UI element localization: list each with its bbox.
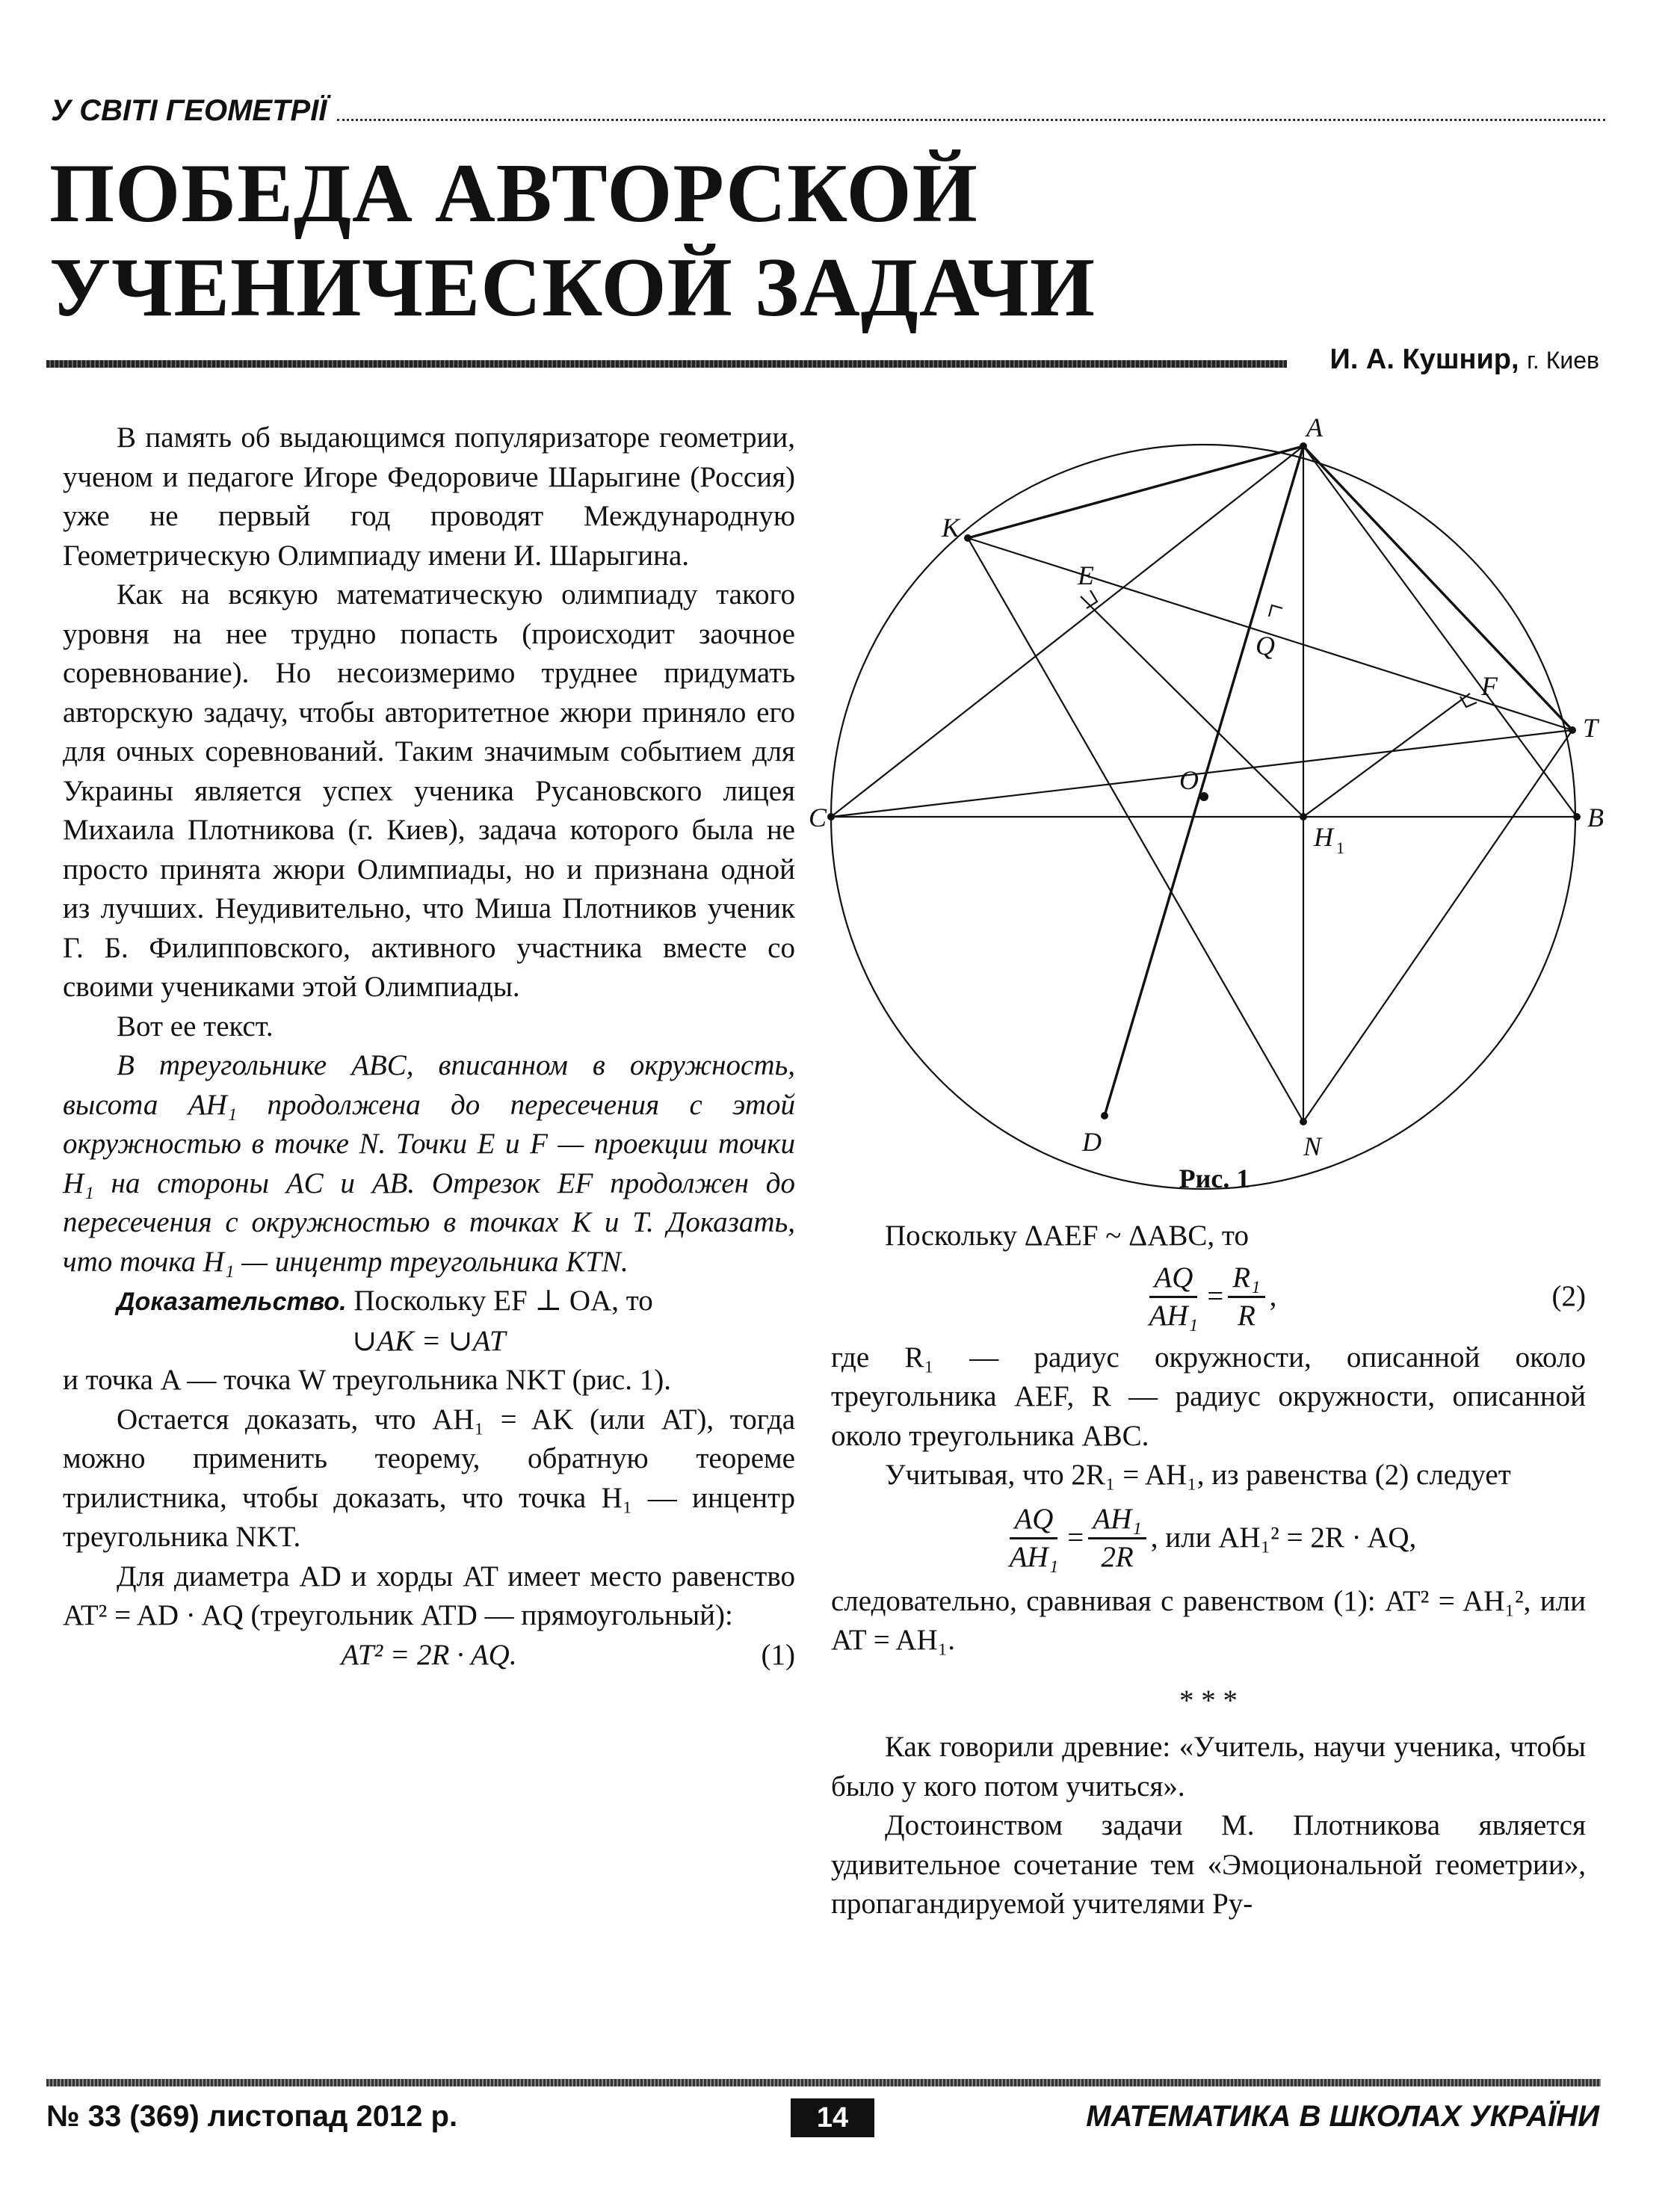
label-f: F — [1481, 671, 1498, 701]
paragraph-intro: В память об выдающимся популяризаторе геометрии, ученом и педагоге Игоре Федоровиче Шарыгине (Россия) уже не первый год проводят Международную Геометрическую Олимпиаду имени И. Шарыгина. — [63, 421, 795, 572]
geometry-diagram — [809, 413, 1608, 1166]
paragraph-diameter: Для диаметра AD и хорды AT имеет место равенство AT² = AD · AQ (треугольник ATD — прямоугольный): — [63, 1560, 795, 1631]
point-k — [964, 534, 972, 542]
proof-start — [63, 1282, 795, 1322]
label-o: O — [1179, 765, 1199, 795]
equals-sign: = — [1207, 1280, 1224, 1313]
fraction-numerator: AQ — [1010, 1501, 1057, 1539]
fraction-numerator: R₁ — [1228, 1260, 1264, 1298]
label-h1: H — [1314, 822, 1333, 852]
fraction-ah1-2r — [1088, 1501, 1146, 1575]
segment-kn — [968, 538, 1303, 1122]
point-d — [1101, 1112, 1108, 1119]
paragraph-merit: Достоинством задачи М. Плотникова является удивительное сочетание тем «Эмоциональной геометрии», пропагандируемой учителями Ру- — [831, 1809, 1586, 1920]
fraction-denominator: R — [1237, 1300, 1256, 1332]
label-n: N — [1303, 1131, 1322, 1161]
rubric-header — [51, 81, 1605, 126]
point-b — [1573, 813, 1581, 821]
fraction-r1-r — [1228, 1260, 1264, 1334]
equation-3-tail: , или AH₁² = 2R · AQ, — [1150, 1521, 1417, 1554]
point-h1 — [1300, 813, 1307, 821]
right-angle-q — [1269, 605, 1282, 617]
paragraph-quote: Как говорили древние: «Учитель, научи ученика, чтобы было у кого потом учиться». — [831, 1731, 1586, 1802]
segment-ak — [968, 446, 1303, 538]
figure-circle-diagram — [809, 413, 1608, 1166]
fraction-denominator: AH₁ — [1149, 1300, 1199, 1332]
equation-1-number: (1) — [761, 1638, 795, 1671]
point-a — [1300, 442, 1307, 450]
fraction-numerator: AH₁ — [1088, 1501, 1146, 1539]
author-city: г. Киев — [1527, 347, 1599, 374]
fraction-numerator: AQ — [1149, 1260, 1197, 1298]
point-c — [827, 813, 835, 821]
point-t — [1569, 726, 1576, 734]
paragraph-similarity: Поскольку ΔAEF ~ ΔABC, то — [885, 1220, 1249, 1252]
title-line-2: УЧЕНИЧЕСКОЙ ЗАДАЧИ — [49, 241, 1096, 334]
label-t: T — [1583, 713, 1599, 743]
author-byline — [1300, 344, 1599, 376]
label-k: K — [942, 513, 960, 543]
equation-2 — [831, 1256, 1586, 1338]
paragraph-remains: Остается доказать, что AH₁ = AK (или AT), тогда можно применить теорему, обратную теореме трилистника, чтобы доказать, что точка H₁ — инцентр треугольника NKT. — [63, 1403, 795, 1553]
equation-arcs: ∪AK = ∪AT — [352, 1324, 506, 1357]
fraction-denominator: 2R — [1101, 1541, 1134, 1573]
label-h1-subscript: 1 — [1336, 838, 1344, 857]
side-ab — [1303, 446, 1577, 817]
fraction-denominator: AH₁ — [1009, 1541, 1059, 1573]
title-line-1: ПОБЕДА АВТОРСКОЙ — [49, 147, 978, 240]
label-d: D — [1082, 1127, 1102, 1157]
fraction-aq-ah1 — [1005, 1501, 1063, 1575]
paragraph-conclusion: следовательно, сравнивая с равенством (1): AT² = AH₁², или AT = AH₁. — [831, 1584, 1586, 1656]
point-o — [1199, 792, 1208, 801]
article-title — [49, 146, 1170, 335]
figure-caption: Рис. 1 — [1179, 1164, 1250, 1193]
page-number: 14 — [791, 2098, 874, 2137]
equation-1 — [63, 1636, 795, 1675]
rubric-title: У СВІТІ ГЕОМЕТРІЇ — [51, 94, 327, 127]
fraction-aq-ah1 — [1145, 1260, 1203, 1334]
paragraph-w-point: и точка A — точка W треугольника NKT (рис. 1). — [63, 1364, 671, 1396]
label-c: C — [809, 803, 827, 832]
equation-3 — [831, 1495, 1586, 1582]
paragraph-olympiad: Как на всякую математическую олимпиаду такого уровня на нее трудно попасть (происходит заочное соревнование). Но несоизмеримо труднее придумать авторскую задачу, чтобы авторитетное жюри приняло его для очных соревнований. Таким значимым событием для Украины является успех ученика Русановского лицея Михаила Плотникова (г. Киев), задача которого была не просто принята жюри Олимпиады, но и признана одной из лучших. Неудивительно, что Миша Плотников ученик Г. Б. Филипповского, активного участника вместе со своими учениками этой Олимпиады. — [63, 578, 795, 1003]
label-a: A — [1306, 413, 1323, 442]
equation-2-number: (2) — [1551, 1280, 1586, 1313]
label-e: E — [1078, 560, 1094, 590]
side-ac — [831, 446, 1303, 817]
paragraph-text-intro: Вот ее текст. — [117, 1010, 274, 1042]
label-b: B — [1587, 803, 1604, 832]
label-q: Q — [1256, 631, 1275, 661]
segment-h1f — [1303, 693, 1470, 817]
equals-sign: = — [1067, 1521, 1084, 1554]
footer-divider — [46, 2079, 1601, 2086]
paragraph-radius-def: где R₁ — радиус окружности, описанной около треугольника AEF, R — радиус окружности, описанной около треугольника ABC. — [831, 1341, 1586, 1452]
proof-text: Поскольку EF ⊥ OA, то — [346, 1285, 653, 1317]
point-n — [1300, 1118, 1307, 1125]
section-stars: * * * — [1179, 1684, 1238, 1717]
title-divider — [46, 360, 1287, 368]
equation-1-formula: AT² = 2R · AQ. — [341, 1638, 517, 1671]
right-angle-e — [1087, 590, 1097, 608]
problem-statement: В треугольнике ABC, вписанном в окружность, высота AH₁ продолжена до пересечения с этой окружностью в точке N. Точки E и F — проекции точки H₁ на стороны AC и AB. Отрезок EF продолжен до пересечения с окружностью в точках K и T. Доказать, что точка H₁ — инцентр треугольника KTN. — [63, 1049, 795, 1278]
left-column — [63, 418, 795, 1675]
rubric-dotted-rule — [337, 119, 1605, 121]
footer-journal: МАТЕМАТИКА В ШКОЛАХ УКРАЇНИ — [1086, 2100, 1599, 2133]
footer-issue: № 33 (369) листопад 2012 р. — [46, 2100, 458, 2133]
proof-label: Доказательство. — [117, 1288, 347, 1316]
segment-tn — [1303, 730, 1572, 1122]
author-name: И. А. Кушнир, — [1329, 344, 1519, 375]
right-column — [831, 1217, 1586, 1924]
segment-ct — [831, 730, 1572, 817]
equation-2-tail: , — [1269, 1280, 1277, 1313]
paragraph-considering: Учитывая, что 2R₁ = AH₁, из равенства (2) следует — [885, 1459, 1511, 1491]
